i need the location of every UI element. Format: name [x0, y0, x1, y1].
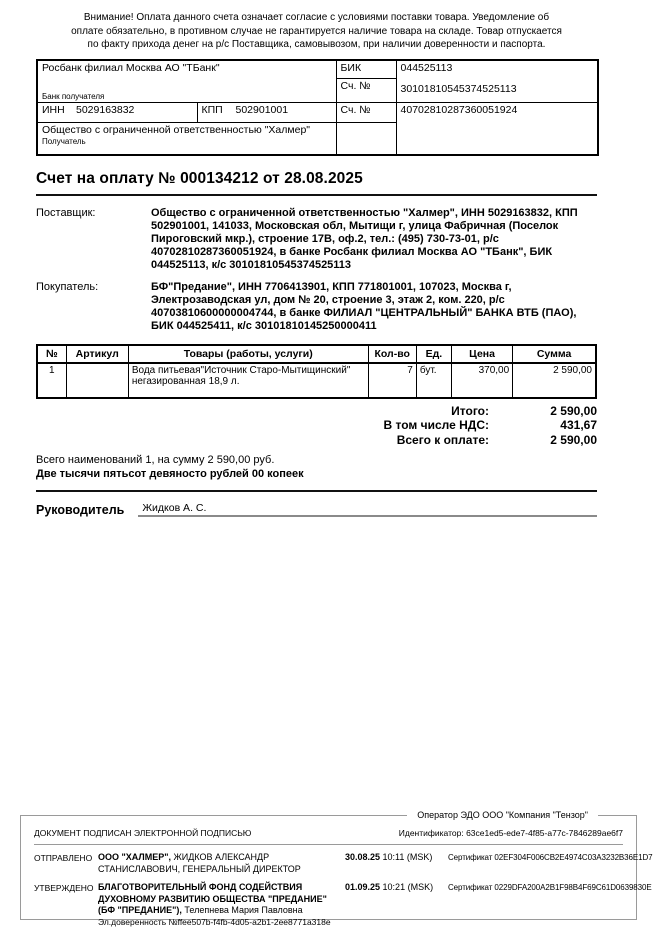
bik-value: 044525113 [400, 61, 453, 74]
item-row [37, 363, 596, 398]
header-sum: Сумма [513, 345, 596, 363]
corr-account-value: 30101810545374525113 [400, 82, 517, 95]
header-qty: Кол-во [368, 345, 416, 363]
buyer-label: Покупатель: [36, 280, 99, 293]
inn-value: 5029163832 [76, 104, 135, 116]
vat-label: В том числе НДС: [383, 418, 489, 432]
header-name: Товары (работы, услуги) [128, 345, 368, 363]
esign-party-sent [98, 852, 345, 875]
totals-block [36, 404, 597, 448]
esign-party-person: ЖИДКОВ АЛЕКСАНДР СТАНИСЛАВОВИЧ, ГЕНЕРАЛЬНЫЙ ДИРЕКТОР [98, 852, 301, 874]
corr-account-label: Сч. № [336, 79, 396, 103]
header-article: Артикул [66, 345, 128, 363]
header-num: № [37, 345, 66, 363]
supplier-details: Общество с ограниченной ответственностью "Халмер", ИНН 5029163832, КПП 502901001, 141033, Московская обл, Мытищи г, улица Фабричная (Поселок Пироговский мкр.), строение 17В, оф.2, тел.: (495) 730-73-01, р/с 40702810287360051924, в банке Росбанк филиал Москва АО "ТБанк", БИК 044525113, к/с 30101810545374525113 [151, 206, 578, 271]
summary-amount-words: Две тысячи пятьсот девяносто рублей 00 копеек [36, 468, 304, 480]
signature-role: Руководитель [36, 503, 125, 517]
esign-identifier-value: 63ce1ed5-ede7-4f85-a77c-7846289ae6f7 [466, 828, 623, 838]
esign-date-value: 30.08.25 [345, 852, 381, 862]
item-unit: бут. [416, 363, 451, 398]
kpp-value: 502901001 [235, 104, 289, 116]
item-num: 1 [37, 363, 66, 398]
bik-label: БИК [336, 60, 396, 79]
warning-text: Внимание! Оплата данного счета означает согласие с условиями поставки товара. Уведомление об оплате обязательно, в противном случае не гарантируется наличие товара на складе. Товар отпускается по факту прихода денег на р/с Поставщика, самовывозом, при наличии доверенности и паспорта. [71, 12, 562, 50]
esign-operator: Оператор ЭДО ООО "Компания "Тензор" [407, 809, 598, 821]
esign-cert-sent: Сертификат 02EF304F006CB2E4974C03A3232B36E1D7 [448, 853, 653, 862]
esign-time-value: 10:21 (MSK) [380, 882, 434, 892]
settlement-account-label: Сч. № [336, 103, 396, 123]
esign-party-org: ООО "ХАЛМЕР", [98, 852, 171, 862]
esign-date-approved [345, 882, 448, 928]
buyer-row [36, 281, 597, 333]
due-value: 2 590,00 [550, 432, 597, 447]
summary-block [36, 454, 597, 481]
kpp-cell [197, 103, 336, 123]
esign-cert-approved: Сертификат 0229DFA200A2B1F98B4F69C61D0639830E [448, 883, 652, 892]
esign-status-sent: ОТПРАВЛЕНО [34, 853, 93, 863]
supplier-label: Поставщик: [36, 206, 96, 219]
total-value: 2 590,00 [550, 403, 597, 418]
item-name: Вода питьевая"Источник Старо-Мытищинский" негазированная 18,9 л. [128, 363, 368, 398]
summary-count: Всего наименований 1, на сумму 2 590,00 руб. [36, 454, 275, 466]
recipient-name: Общество с ограниченной ответственностью "Халмер" [42, 124, 311, 136]
inn-cell [37, 103, 197, 123]
esign-stamp-box [20, 810, 653, 927]
supplier-row [36, 207, 597, 272]
esign-header-row [34, 828, 623, 838]
invoice-title: Счет на оплату № 000134212 от 28.08.2025 [36, 169, 363, 187]
signature-row [36, 502, 597, 517]
recipient-label: Получатель [42, 137, 86, 146]
items-header-row [37, 345, 596, 363]
esign-party-org: БЛАГОТВОРИТЕЛЬНЫЙ ФОНД СОДЕЙСТВИЯ ДУХОВНОМУ РАЗВИТИЮ ОБЩЕСТВА "ПРЕДАНИЕ" (БФ "ПРЕДАНИЕ"), [98, 882, 327, 915]
bank-name-label: Банк получателя [42, 92, 105, 101]
kpp-label: КПП [201, 104, 223, 116]
item-qty: 7 [368, 363, 416, 398]
signature-line [138, 502, 597, 517]
esign-date-sent [345, 852, 448, 875]
empty-label-cell [336, 123, 396, 155]
vat-value: 431,67 [560, 418, 597, 432]
item-price: 370,00 [451, 363, 512, 398]
esign-separator [34, 844, 623, 845]
header-price: Цена [451, 345, 512, 363]
recipient-cell [37, 123, 336, 155]
bank-name: Росбанк филиал Москва АО "ТБанк" [42, 61, 220, 74]
esign-row-sent [34, 852, 653, 875]
esign-time-value: 10:11 (MSK) [380, 852, 433, 862]
bank-details-table [36, 59, 599, 156]
esign-status-approved: УТВЕРЖДЕНО [34, 883, 94, 893]
buyer-details: БФ"Предание", ИНН 7706413901, КПП 771801001, 107023, Москва г, Электрозаводская ул, дом № 20, строение 3, этаж 2, ком. 220, р/с 40703810600000004744, в банке ФИЛИАЛ "ЦЕНТРАЛЬНЫЙ" БАНКА ВТБ (ПАО), БИК 044525411, к/с 30101810145250000411 [151, 280, 577, 332]
total-row-due [36, 433, 597, 448]
total-label: Итого: [451, 403, 489, 418]
bik-corr-values [396, 60, 598, 103]
total-row-subtotal [36, 404, 597, 419]
esign-party-extra: Эл.доверенность №ffee507b-f4fb-4d05-a2b1-2ee8771a318e [98, 916, 331, 927]
esign-identifier [399, 828, 623, 838]
settlement-account-value: 40702810287360051924 [396, 103, 598, 155]
esign-signed-caption: ДОКУМЕНТ ПОДПИСАН ЭЛЕКТРОННОЙ ПОДПИСЬЮ [34, 828, 252, 838]
signature-name: Жидков А. С. [142, 502, 207, 514]
header-unit: Ед. [416, 345, 451, 363]
total-row-vat [36, 418, 597, 433]
esign-identifier-label: Идентификатор: [398, 828, 464, 838]
due-label: Всего к оплате: [396, 432, 489, 447]
esign-date-value: 01.09.25 [345, 882, 381, 892]
summary-divider [36, 490, 597, 492]
bank-name-cell [37, 60, 336, 103]
esign-party-approved [98, 882, 345, 928]
esign-row-approved [34, 882, 652, 928]
inn-label: ИНН [42, 104, 65, 116]
title-divider [36, 194, 597, 196]
items-table [36, 344, 597, 399]
esign-party-person: Телепнева Мария Павловна [181, 905, 303, 915]
item-sum: 2 590,00 [513, 363, 596, 398]
item-article [66, 363, 128, 398]
